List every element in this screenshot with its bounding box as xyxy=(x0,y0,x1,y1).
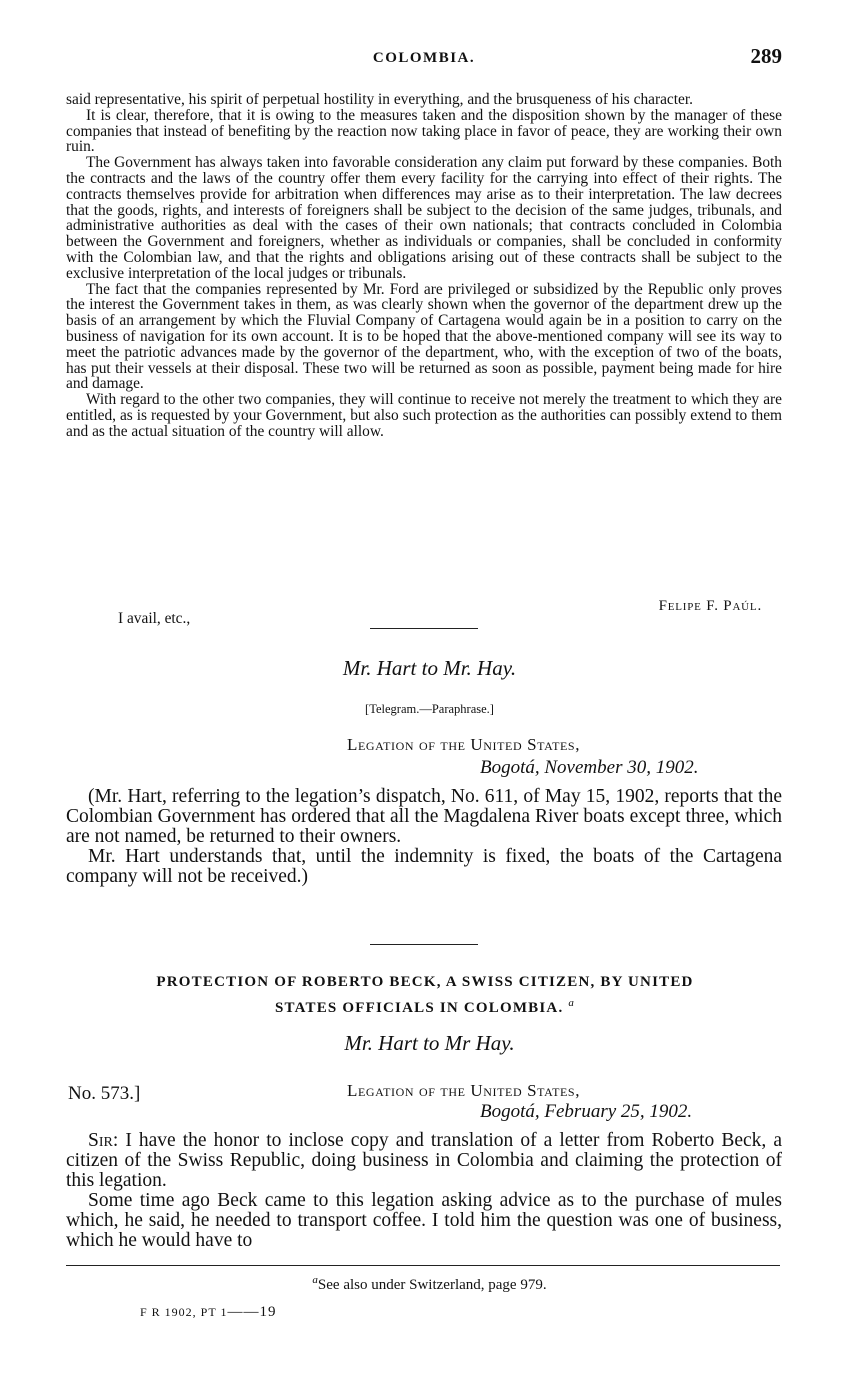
paragraph: Mr. Hart understands that, until the indemnity is fixed, the boats of the Cartagena company will not be received.) xyxy=(66,846,782,887)
paragraph: It is clear, therefore, that it is owing to the measures taken and the disposition shown by the manager of these companies that instead of benefiting by the reaction now taking place in favor of peace, they are working their own ruin. xyxy=(66,106,782,156)
printer-signature-mark xyxy=(140,1304,276,1321)
paragraph: The Government has always taken into favorable consideration any claim put forward by these companies. Both the contracts and the laws of the country offer them every facility for the carrying into effect of their rights. The contracts themselves provide for arbitration when differences may arise as to their interpretation. The law decrees that the goods, rights, and interests of foreigners shall be subject to the decision of the same judges, tribunals, and administrative authorities as deal with the cases of their own nationals; that contracts concluded in Colombia between the Government and foreigners, whether as individuals or companies, shall be concluded in conformity with the Colombian law, and that the rights and obligations arising out of these contracts shall be subject to the exclusive interpretation of the local judges or tribunals. xyxy=(66,154,782,282)
telegram-heading: Mr. Hart to Mr. Hay. xyxy=(342,656,517,680)
running-head-title: COLOMBIA. xyxy=(372,50,476,66)
signature: Felipe F. Paúl. xyxy=(658,598,762,614)
body-text-block xyxy=(66,92,782,440)
paragraph: With regard to the other two companies, they will continue to receive not merely the treatment to which they are entitled, as is requested by your Government, but also such protection as the authorities can possibly extend to them and as the actual situation of the country will allow. xyxy=(66,391,782,440)
footnote-marker: a xyxy=(568,997,576,1009)
footnote xyxy=(0,1274,859,1294)
legation-line: Legation of the United States, xyxy=(347,1081,581,1100)
dateline: Bogotá, February 25, 1902. xyxy=(480,1101,693,1122)
paragraph: I have the honor to inclose copy and translation of a letter from Roberto Beck, a citizen of the Swiss Republic, doing business in Colombia and claiming the protection of this legation. xyxy=(66,1130,782,1191)
paragraph: said representative, his spirit of perpetual hostility in everything, and the brusqueness of his character. xyxy=(66,91,693,108)
paragraph: The fact that the companies represented by Mr. Ford are privileged or subsidized by the Republic only proves the interest the Government takes in them, as was clearly shown when the governor of the department drew up the basis of an arrangement by which the Fluvial Company of Cartagena would again be in a position to carry on the business of navigation for its own account. It is to be hoped that the above-mentioned company will see its way to meet the patriotic advances made by the governor of the department, who, with the exception of two of the boats, has put their vessels at their disposal. These two will be returned as soon as possible, payment being made for hire and damage. xyxy=(66,280,782,393)
legation-line: Legation of the United States, xyxy=(347,735,581,754)
telegram-note: [Telegram.—Paraphrase.] xyxy=(365,702,494,716)
divider xyxy=(370,944,478,945)
closing-line: I avail, etc., xyxy=(118,610,191,627)
paragraph: (Mr. Hart, referring to the legation’s dispatch, No. 611, of May 15, 1902, reports that the Colombian Government has ordered that all the Magdalena River boats except three, which are not named, be returned to their owners. xyxy=(66,786,782,847)
letter-heading: Mr. Hart to Mr Hay. xyxy=(344,1031,515,1055)
salutation: Sir: xyxy=(88,1130,119,1151)
document-number: No. 573.] xyxy=(68,1083,141,1104)
signature-mark-prefix: F R 1902, PT 1 xyxy=(140,1305,228,1319)
section-title xyxy=(66,972,784,1019)
letter-body xyxy=(66,1131,782,1251)
footnote-rule xyxy=(66,1265,780,1266)
paragraph: Some time ago Beck came to this legation asking advice as to the purchase of mules which, he said, he needed to transport coffee. I told him the question was one of business, which he would have to xyxy=(66,1190,782,1251)
section-title-line-2: STATES OFFICIALS IN COLOMBIA. xyxy=(274,1000,564,1016)
signature-mark-dash: —— xyxy=(227,1304,260,1320)
running-head xyxy=(66,44,782,72)
signature-mark-number: 19 xyxy=(259,1304,277,1320)
footnote-marker: a xyxy=(312,1274,318,1286)
dateline: Bogotá, November 30, 1902. xyxy=(480,757,699,778)
page-number: 289 xyxy=(750,44,782,68)
telegram-body xyxy=(66,787,782,887)
footnote-text: See also under Switzerland, page 979. xyxy=(317,1277,547,1293)
section-title-line-1: PROTECTION OF ROBERTO BECK, A SWISS CITIZEN, BY UNITED xyxy=(156,974,694,990)
divider xyxy=(370,628,478,629)
